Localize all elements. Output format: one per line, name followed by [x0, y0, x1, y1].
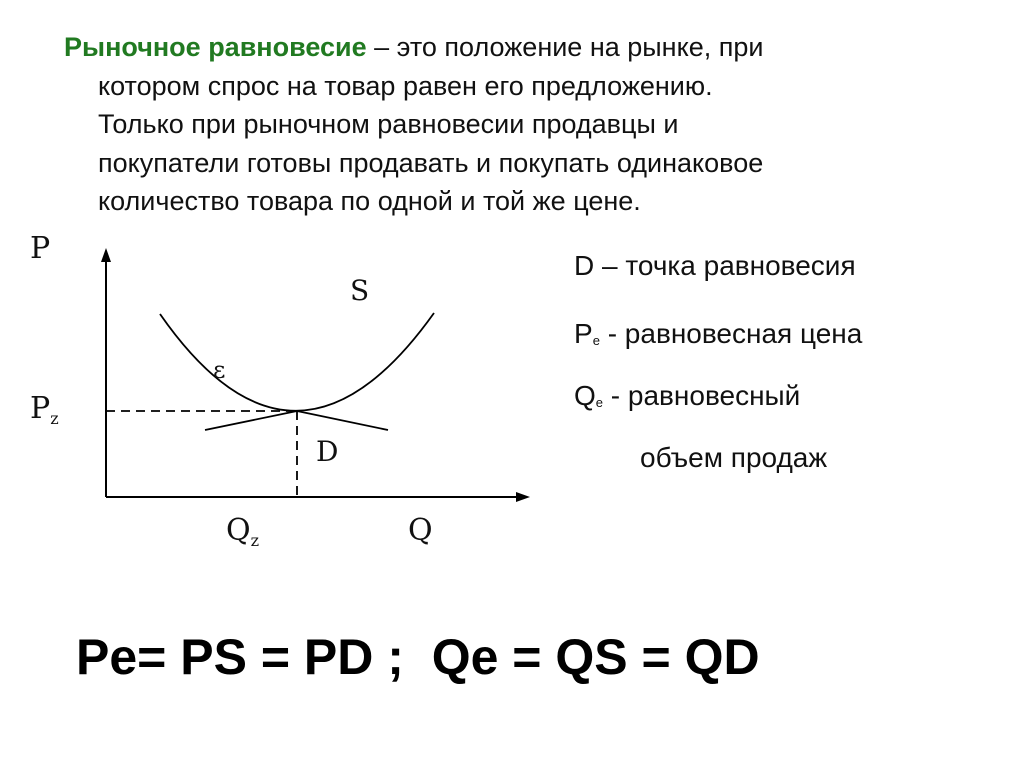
legend-line-1: D – точка равновесия [574, 250, 856, 281]
quantity-label-sub: z [250, 531, 260, 550]
definition-line-5: количество товара по одной и той же цене. [98, 186, 641, 216]
price-label-main: P [30, 391, 51, 426]
supply-curve [160, 313, 434, 411]
definition-line-3: Только при рыночном равновесии продавцы и [98, 109, 679, 139]
legend-qe-text: - равновесный [603, 380, 801, 411]
supply-label: S [350, 274, 370, 307]
y-axis-label: P [30, 231, 51, 266]
quantity-equilibrium-label [226, 513, 259, 550]
quantity-label-main: Q [226, 513, 251, 548]
legend-qe-main: Q [574, 380, 596, 411]
demand-line [205, 411, 297, 430]
x-axis-arrow [516, 492, 530, 502]
definition-line-1-rest: – это положение на рынке, при [366, 32, 764, 62]
legend-qe-sub: e [595, 395, 604, 410]
price-equilibrium-label [30, 391, 59, 428]
legend-line-4: объем продаж [640, 442, 828, 473]
demand-label: ε [213, 356, 226, 384]
y-axis-arrow [101, 248, 111, 262]
definition-line-4: покупатели готовы продавать и покупать одинаковое [98, 147, 764, 178]
demand-line-right [297, 411, 388, 430]
legend-line-2 [574, 318, 862, 350]
legend-line-3 [574, 380, 800, 412]
definition-line-2: котором спрос на товар равен его предложению. [98, 70, 713, 101]
legend-pe-sub: e [592, 333, 600, 348]
definition-term: Рыночное равновесие [64, 32, 367, 62]
legend-pe-main: P [574, 318, 593, 349]
equilibrium-formula: Pe= PS = PD ; Qe = QS = QD [76, 629, 760, 685]
price-label-sub: z [50, 409, 59, 428]
equilibrium-point-label: D [316, 435, 339, 468]
x-axis-label: Q [408, 513, 433, 548]
legend-pe-text: - равновесная цена [599, 318, 863, 349]
